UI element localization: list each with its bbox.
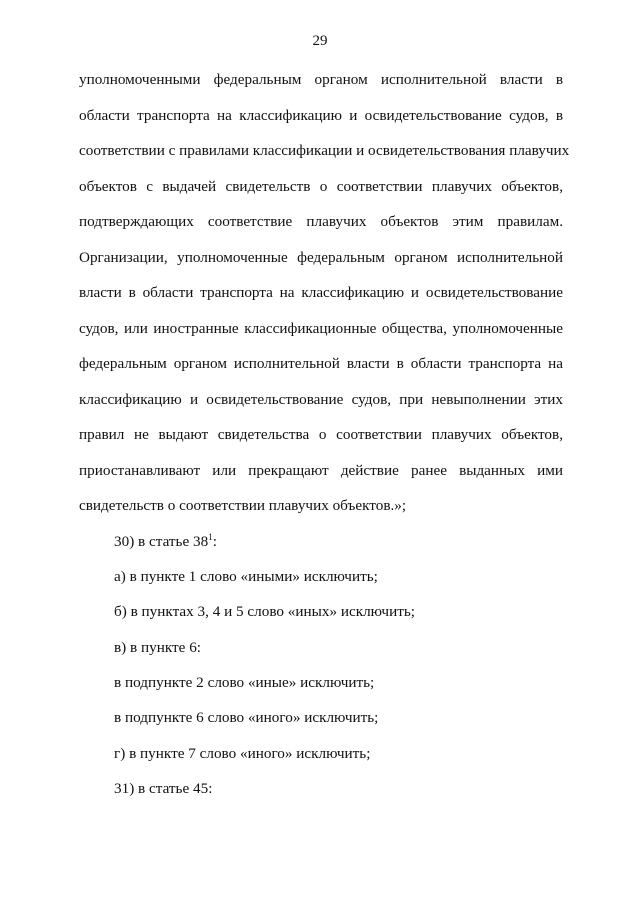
list-item: в подпункте 2 слово «иные» исключить; bbox=[114, 674, 375, 692]
list-item: в) в пункте 6: bbox=[114, 638, 202, 656]
paragraph-line: Организации, уполномоченные федеральным органом исполнительной bbox=[79, 248, 563, 266]
page-number: 29 bbox=[312, 33, 328, 49]
paragraph-line: объектов с выдачей свидетельств о соответствии плавучих объектов, bbox=[79, 177, 563, 195]
paragraph-line: соответствии с правилами классификации и освидетельствования плавучих bbox=[79, 142, 570, 159]
paragraph-line: приостанавливают или прекращают действие ранее выданных ими bbox=[79, 461, 563, 479]
list-item: б) в пунктах 3, 4 и 5 слово «иных» исключить; bbox=[114, 603, 415, 621]
paragraph-line: власти в области транспорта на классификацию и освидетельствование bbox=[79, 284, 563, 301]
list-item: а) в пункте 1 слово «иными» исключить; bbox=[114, 567, 378, 585]
document-body bbox=[79, 70, 570, 815]
superscript: 1 bbox=[208, 531, 213, 542]
paragraph-line: судов, или иностранные классификационные общества, уполномоченные bbox=[79, 319, 563, 337]
list-item-30-text: 30) в статье 38 bbox=[114, 532, 209, 550]
list-item-30 bbox=[79, 532, 563, 567]
list-item: в подпункте 6 слово «иного» исключить; bbox=[114, 709, 379, 727]
paragraph-line: правил не выдают свидетельства о соответствии плавучих объектов, bbox=[79, 426, 563, 443]
paragraph-line: классификацию и освидетельствование судов, при невыполнении этих bbox=[79, 390, 563, 408]
list-item: 31) в статье 45: bbox=[114, 780, 213, 798]
paragraph-line: подтверждающих соответствие плавучих объектов этим правилам. bbox=[79, 213, 563, 230]
paragraph bbox=[79, 70, 570, 532]
paragraph-line: федеральным органом исполнительной власти в области транспорта на bbox=[79, 355, 563, 372]
list-item-30-suffix: : bbox=[212, 532, 217, 550]
paragraph-line: уполномоченными федеральным органом исполнительной власти в bbox=[79, 71, 563, 88]
paragraph-line: свидетельств о соответствии плавучих объектов.»; bbox=[79, 497, 407, 514]
paragraph-line: области транспорта на классификацию и освидетельствование судов, в bbox=[79, 106, 563, 124]
list-item: г) в пункте 7 слово «иного» исключить; bbox=[114, 744, 371, 762]
